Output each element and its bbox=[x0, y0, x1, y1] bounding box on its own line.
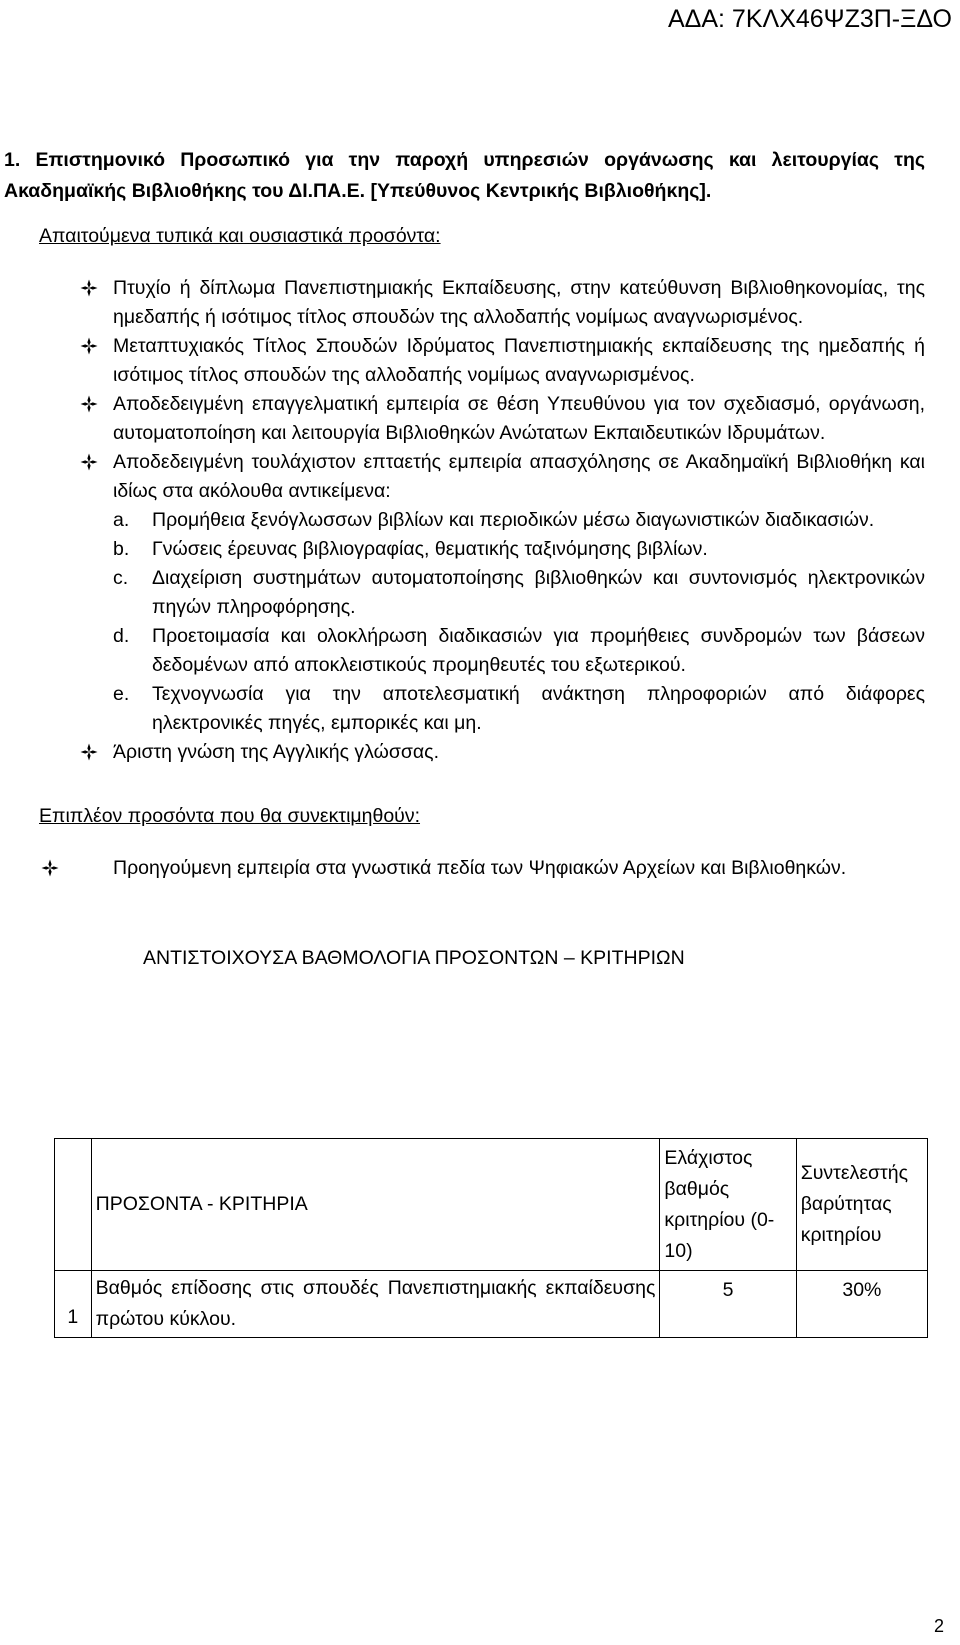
diamond-star-bullet-icon bbox=[80, 279, 98, 297]
list-item bbox=[0, 854, 960, 883]
subitem bbox=[113, 506, 925, 535]
required-qualifications-list bbox=[0, 274, 960, 767]
diamond-star-bullet-icon bbox=[80, 395, 98, 413]
list-item-text: Προηγούμενη εμπειρία στα γνωστικά πεδία των Ψηφιακών Αρχείων και Βιβλιοθηκών. bbox=[113, 857, 847, 879]
subitem bbox=[113, 535, 925, 564]
required-qualifications-title: Απαιτούμενα τυπικά και ουσιαστικά προσόντα: bbox=[39, 225, 441, 247]
table-row bbox=[55, 1271, 928, 1338]
list-item bbox=[0, 738, 960, 767]
ada-code: ΑΔΑ: 7ΚΛΧ46ΨΖ3Π-ΞΔΟ bbox=[667, 5, 952, 33]
subitem-marker: b. bbox=[113, 538, 130, 560]
subitem bbox=[113, 564, 925, 622]
subitem-marker: c. bbox=[113, 567, 129, 589]
diamond-star-bullet-icon bbox=[41, 859, 59, 877]
extra-qualifications-list bbox=[0, 854, 960, 883]
criterion-cell: Βαθμός επίδοσης στις σπουδές Πανεπιστημιακής εκπαίδευσης πρώτου κύκλου. bbox=[91, 1271, 660, 1338]
list-item-text: Μεταπτυχιακός Τίτλος Σπουδών Ιδρύματος Πανεπιστημιακής εκπαίδευσης της ημεδαπής ή ισότιμος τίτλος σπουδών της αλλοδαπής νομίμως αναγνωρισμένος. bbox=[113, 335, 925, 386]
list-item-text: Αποδεδειγμένη τουλάχιστον επταετής εμπειρία απασχόλησης σε Ακαδημαϊκή Βιβλιοθήκη και ιδίως στα ακόλουθα αντικείμενα: bbox=[113, 451, 925, 502]
weight-cell: 30% bbox=[796, 1271, 927, 1338]
header-criteria-cell: ΠΡΟΣΟΝΤΑ - ΚΡΙΤΗΡΙΑ bbox=[91, 1139, 660, 1271]
extra-qualifications-title: Επιπλέον προσόντα που θα συνεκτιμηθούν: bbox=[39, 805, 421, 827]
diamond-star-bullet-icon bbox=[80, 453, 98, 471]
subitem-text: Τεχνογνωσία για την αποτελεσματική ανάκτηση πληροφοριών από διάφορες ηλεκτρονικές πηγές, εμπορικές και μη. bbox=[152, 683, 925, 734]
experience-subitems bbox=[113, 506, 925, 738]
list-item-text: Πτυχίο ή δίπλωμα Πανεπιστημιακής Εκπαίδευσης, στην κατεύθυνση Βιβλιοθηκονομίας, της ημεδαπής ή ισότιμος τίτλος σπουδών της αλλοδαπής νομίμως αναγνωρισμένος. bbox=[113, 277, 925, 328]
subitem bbox=[113, 622, 925, 680]
subitem-marker: d. bbox=[113, 625, 130, 647]
table-header-row bbox=[55, 1139, 928, 1271]
diamond-star-bullet-icon bbox=[80, 337, 98, 355]
list-item-text: Άριστη γνώση της Αγγλικής γλώσσας. bbox=[113, 741, 439, 763]
list-item bbox=[0, 274, 960, 332]
subitem-marker: a. bbox=[113, 509, 130, 531]
document-body bbox=[0, 145, 960, 974]
list-item-text: Αποδεδειγμένη επαγγελματική εμπειρία σε θέση Υπευθύνου για τον σχεδιασμό, οργάνωση, αυτοματοποίηση και λειτουργία Βιβλιοθηκών Ανώτατων Εκπαιδευτικών Ιδρυμάτων. bbox=[113, 393, 925, 444]
header-weight-cell: Συντελεστής βαρύτητας κριτηρίου bbox=[796, 1139, 927, 1271]
header-number-cell bbox=[55, 1139, 92, 1271]
subitem-text: Γνώσεις έρευνας βιβλιογραφίας, θεματικής ταξινόμησης βιβλίων. bbox=[152, 538, 708, 560]
page-number: 2 bbox=[933, 1616, 944, 1636]
diamond-star-bullet-icon bbox=[80, 743, 98, 761]
subitem-text: Διαχείριση συστημάτων αυτοματοποίησης βιβλιοθηκών και συντονισμός ηλεκτρονικών πηγών πληροφόρησης. bbox=[152, 567, 925, 618]
header-min-score-cell: Ελάχιστος βαθμός κριτηρίου (0-10) bbox=[660, 1139, 796, 1271]
section-heading: 1. Επιστημονικό Προσωπικό για την παροχή υπηρεσιών οργάνωσης και λειτουργίας της Ακαδημαϊκής Βιβλιοθήκης του ΔΙ.ΠΑ.Ε. [Υπεύθυνος Κεντρικής Βιβλιοθήκης]. bbox=[4, 149, 925, 202]
table-title: ΑΝΤΙΣΤΟΙΧΟΥΣΑ ΒΑΘΜΟΛΟΓΙΑ ΠΡΟΣΟΝΤΩΝ – ΚΡΙΤΗΡΙΩΝ bbox=[143, 947, 685, 969]
subitem-text: Προμήθεια ξενόγλωσσων βιβλίων και περιοδικών μέσω διαγωνιστικών διαδικασιών. bbox=[152, 509, 875, 531]
list-item bbox=[0, 448, 960, 738]
subitem-marker: e. bbox=[113, 683, 130, 705]
subitem-text: Προετοιμασία και ολοκλήρωση διαδικασιών για προμήθειες συνδρομών των βάσεων δεδομένων από αποκλειστικούς προμηθευτές του εξωτερικού. bbox=[152, 625, 925, 676]
list-item bbox=[0, 332, 960, 390]
criteria-table bbox=[54, 1138, 928, 1338]
subitem bbox=[113, 680, 925, 738]
list-item bbox=[0, 390, 960, 448]
row-number-cell: 1 bbox=[55, 1271, 92, 1338]
min-score-cell: 5 bbox=[660, 1271, 796, 1338]
